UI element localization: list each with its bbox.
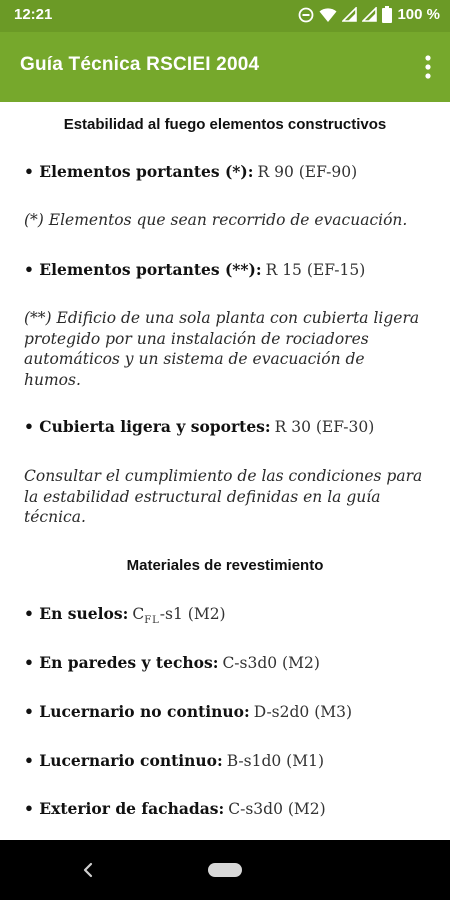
item-value: R 15 (EF-15) xyxy=(265,261,366,279)
app-bar xyxy=(0,32,450,102)
signal-icon xyxy=(362,7,377,22)
status-bar xyxy=(0,0,450,32)
item-value: R 30 (EF-30) xyxy=(274,418,375,436)
item-label: • Elementos portantes (**): xyxy=(24,260,262,279)
list-item xyxy=(24,260,436,279)
item-label: • Elementos portantes (*): xyxy=(24,162,254,181)
item-label: • Exterior de fachadas: xyxy=(24,799,225,818)
signal-icon xyxy=(342,7,357,22)
app-title: Guía Técnica RSCIEI 2004 xyxy=(20,54,260,75)
list-item xyxy=(24,751,436,770)
section-heading-coating-materials: Materiales de revestimiento xyxy=(126,557,324,574)
item-value: C-s3d0 (M2) xyxy=(222,654,320,672)
list-item xyxy=(24,702,436,721)
item-value: $C_{FL}-s1$ (M2) xyxy=(132,605,226,626)
wifi-icon xyxy=(319,7,337,23)
item-value: D-s2d0 (M3) xyxy=(253,703,353,721)
list-item xyxy=(24,604,436,626)
list-item xyxy=(24,799,436,818)
do-not-disturb-icon xyxy=(298,7,314,23)
content-scroll[interactable] xyxy=(0,102,450,840)
list-item xyxy=(24,653,436,672)
status-icons xyxy=(298,6,440,23)
navigation-bar xyxy=(0,840,450,900)
home-pill-button[interactable] xyxy=(208,863,242,877)
battery-percentage: 100 % xyxy=(397,6,440,23)
back-icon[interactable] xyxy=(78,860,98,880)
list-item xyxy=(24,417,436,436)
note-text: Consultar el cumplimiento de las condiciones para la estabilidad estructural definidas en la guía técnica. xyxy=(24,467,423,526)
item-label: • En paredes y techos: xyxy=(24,653,219,672)
item-value: R 90 (EF-90) xyxy=(257,163,358,181)
section-heading-fire-stability: Estabilidad al fuego elementos constructivos xyxy=(63,116,387,133)
more-vertical-icon[interactable] xyxy=(420,54,436,80)
item-value: C-s3d0 (M2) xyxy=(228,800,326,818)
item-value: B-s1d0 (M1) xyxy=(226,752,325,770)
battery-icon xyxy=(382,6,392,23)
item-label: • Cubierta ligera y soportes: xyxy=(24,417,271,436)
list-item xyxy=(24,162,436,181)
item-label: • En suelos: xyxy=(24,604,129,623)
item-label: • Lucernario continuo: xyxy=(24,751,223,770)
note-text: (*) Elementos que sean recorrido de evacuación. xyxy=(24,211,408,229)
status-time: 12:21 xyxy=(14,6,53,23)
note-text: (**) Edificio de una sola planta con cubierta ligera protegido por una instalación de rociadores automáticos y un sistema de evacuación de humos. xyxy=(24,309,420,389)
item-label: • Lucernario no continuo: xyxy=(24,702,250,721)
